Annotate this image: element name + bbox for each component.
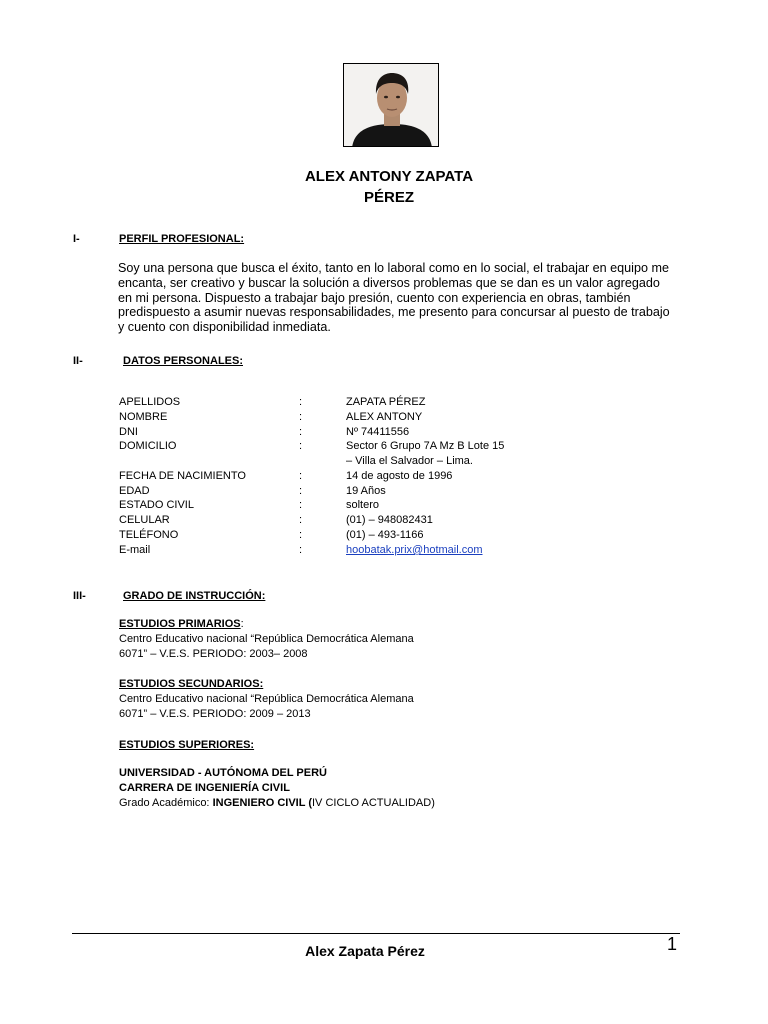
page-number: 1	[667, 934, 678, 954]
datos-separator: :	[299, 470, 303, 482]
perfil-line: en mi persona. Dispuesto a trabajar bajo presión, cuento con experiencia en obras, también	[118, 290, 631, 305]
estudios-primarios-heading	[119, 618, 244, 630]
datos-value: (01) – 493-1166	[346, 529, 424, 541]
perfil-line: encanta, ser creativo y buscar la solución a diversos problemas que se dan es un valor agregado	[118, 275, 660, 290]
datos-row-celular	[119, 514, 539, 529]
perfil-line: predispuesto a asumir nuevas responsabilidades, me presento para concursar al puesto de trabajo	[118, 305, 670, 320]
primarios-line-1: Centro Educativo nacional “República Democrática Alemana	[119, 633, 414, 645]
estudios-secundarios-title: ESTUDIOS SECUNDARIOS:	[119, 678, 264, 690]
profile-photo	[343, 63, 439, 147]
grado-paren-open: (	[305, 797, 312, 809]
datos-separator: :	[299, 411, 303, 423]
datos-separator: :	[299, 426, 303, 438]
datos-row-email	[119, 544, 539, 559]
datos-label: DOMICILIO	[119, 440, 177, 452]
datos-separator: :	[299, 499, 303, 511]
grado-ciclo: IV CICLO ACTUALIDAD	[312, 797, 432, 809]
datos-separator: :	[299, 544, 303, 556]
datos-row-fecha-nacimiento	[119, 470, 539, 485]
datos-row-nombre	[119, 411, 539, 426]
datos-row-edad	[119, 485, 539, 500]
perfil-paragraph	[118, 261, 693, 335]
datos-separator: :	[299, 396, 303, 408]
universidad-text: UNIVERSIDAD - AUTÓNOMA DEL PERÚ	[119, 767, 327, 779]
datos-row-apellidos	[119, 396, 539, 411]
datos-value: ALEX ANTONY	[346, 411, 423, 423]
datos-row-dni	[119, 426, 539, 441]
datos-separator: :	[299, 485, 303, 497]
secundarios-line-1: Centro Educativo nacional “República Democrática Alemana	[119, 693, 414, 705]
datos-label: E-mail	[119, 544, 151, 556]
estudios-primarios-title: ESTUDIOS PRIMARIOS	[119, 618, 241, 630]
datos-label: APELLIDOS	[119, 396, 181, 408]
perfil-line: y cuento con disponibilidad inmediata.	[118, 320, 331, 335]
section-number-instruccion: III-	[73, 590, 86, 602]
datos-value: Sector 6 Grupo 7A Mz B Lote 15	[346, 440, 505, 452]
datos-label: ESTADO CIVIL	[119, 499, 194, 511]
name-line-2: PÉREZ	[363, 189, 414, 206]
grado-paren-close: )	[431, 797, 435, 809]
datos-row-domicilio	[119, 440, 539, 455]
primarios-line-2: 6071” – V.E.S. PERIODO: 2003– 2008	[119, 648, 308, 660]
datos-value: (01) – 948082431	[346, 514, 433, 526]
datos-label: TELÉFONO	[119, 529, 179, 541]
datos-value: – Villa el Salvador – Lima.	[346, 455, 473, 467]
datos-value: ZAPATA PÉREZ	[346, 396, 426, 408]
name-line-1: ALEX ANTONY ZAPATA	[304, 168, 474, 185]
datos-label: NOMBRE	[119, 411, 168, 423]
person-portrait-icon	[344, 64, 439, 147]
datos-label: FECHA DE NACIMIENTO	[119, 470, 246, 482]
datos-label: EDAD	[119, 485, 150, 497]
grado-academico-line	[119, 797, 435, 809]
datos-label: CELULAR	[119, 514, 170, 526]
datos-value: 14 de agosto de 1996	[346, 470, 453, 482]
datos-value: Nº 74411556	[346, 426, 410, 438]
datos-row-telefono	[119, 529, 539, 544]
section-number-datos: II-	[73, 355, 83, 367]
datos-separator: :	[299, 440, 303, 452]
estudios-superiores-title: ESTUDIOS SUPERIORES:	[119, 739, 255, 751]
section-title-perfil: PERFIL PROFESIONAL:	[119, 233, 245, 245]
datos-separator: :	[299, 529, 303, 541]
datos-value: 19 Años	[346, 485, 386, 497]
perfil-line: Soy una persona que busca el éxito, tanto en lo laboral como en lo social, el trabajar en equipo me	[118, 261, 669, 275]
carrera-text: CARRERA DE INGENIERÍA CIVIL	[119, 782, 290, 794]
grado-value: INGENIERO CIVIL	[212, 797, 306, 809]
datos-separator: :	[299, 514, 303, 526]
footer-name: Alex Zapata Pérez	[305, 943, 425, 959]
footer-divider	[72, 933, 680, 934]
grado-label: Grado Académico:	[119, 797, 213, 809]
datos-row-domicilio-cont	[119, 455, 539, 470]
estudios-primarios-colon: :	[240, 618, 244, 630]
datos-row-estado-civil	[119, 499, 539, 514]
datos-value: soltero	[346, 499, 380, 511]
section-number-perfil: I-	[73, 233, 80, 245]
secundarios-line-2: 6071” – V.E.S. PERIODO: 2009 – 2013	[119, 708, 311, 720]
section-title-datos: DATOS PERSONALES:	[123, 355, 243, 367]
email-link[interactable]: hoobatak.prix@hotmail.com	[346, 544, 483, 556]
section-title-instruccion: GRADO DE INSTRUCCIÓN:	[123, 590, 266, 602]
datos-label: DNI	[119, 426, 138, 438]
